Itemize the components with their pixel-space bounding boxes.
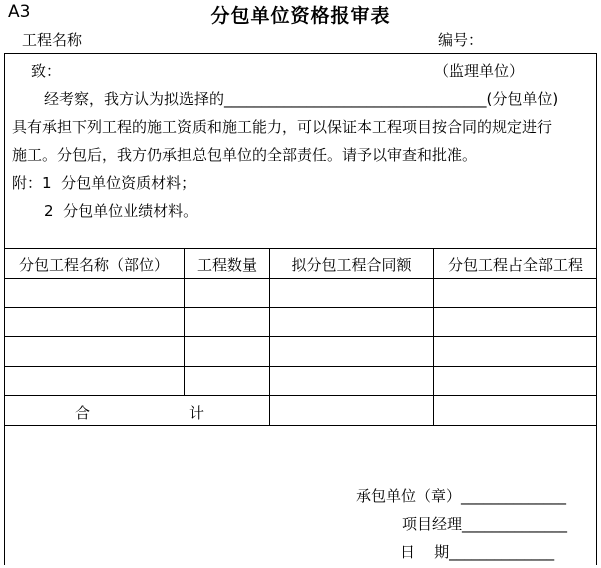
table-row-border [4, 395, 597, 396]
table-header-quantity: 工程数量 [196, 256, 257, 274]
table-header-contract-amount: 拟分包工程合同额 [291, 256, 412, 274]
table-header-subcontract-name: 分包工程名称（部位） [18, 256, 169, 274]
table-header-bottom-border [4, 278, 597, 279]
table-row-border [4, 307, 597, 308]
attachment-2: 2 分包单位业绩材料。 [44, 202, 199, 220]
table-top-border [4, 248, 597, 249]
project-name-label: 工程名称 [22, 31, 83, 49]
total-label-part-2: 计 [189, 404, 205, 422]
date-signature: 日 期______________ [400, 543, 555, 561]
contractor-unit-signature: 承包单位（章）______________ [356, 487, 567, 505]
project-manager-signature: 项目经理______________ [402, 515, 568, 533]
to-label: 致： [31, 62, 62, 80]
paragraph-line-2: 具有承担下列工程的施工资质和施工能力，可以保证本工程项目按合同的规定进行 [12, 118, 553, 136]
total-label-part-1: 合 [75, 404, 91, 422]
attachment-1: 附：1 分包单位资质材料； [12, 174, 197, 192]
form-title: 分包单位资格报审表 [210, 5, 391, 27]
table-header-percentage: 分包工程占全部工程 [447, 256, 583, 274]
paragraph-line-1: 经考察，我方认为拟选择的___________________________________(分包单位) [44, 90, 559, 108]
table-row-border [4, 336, 597, 337]
table-bottom-border [4, 425, 597, 426]
number-label: 编号： [438, 31, 484, 49]
table-row-border [4, 366, 597, 367]
form-code: A3 [8, 2, 31, 22]
supervisor-unit-label: （监理单位） [434, 62, 525, 80]
paragraph-line-3: 施工。分包后，我方仍承担总包单位的全部责任。请予以审查和批准。 [12, 146, 478, 164]
